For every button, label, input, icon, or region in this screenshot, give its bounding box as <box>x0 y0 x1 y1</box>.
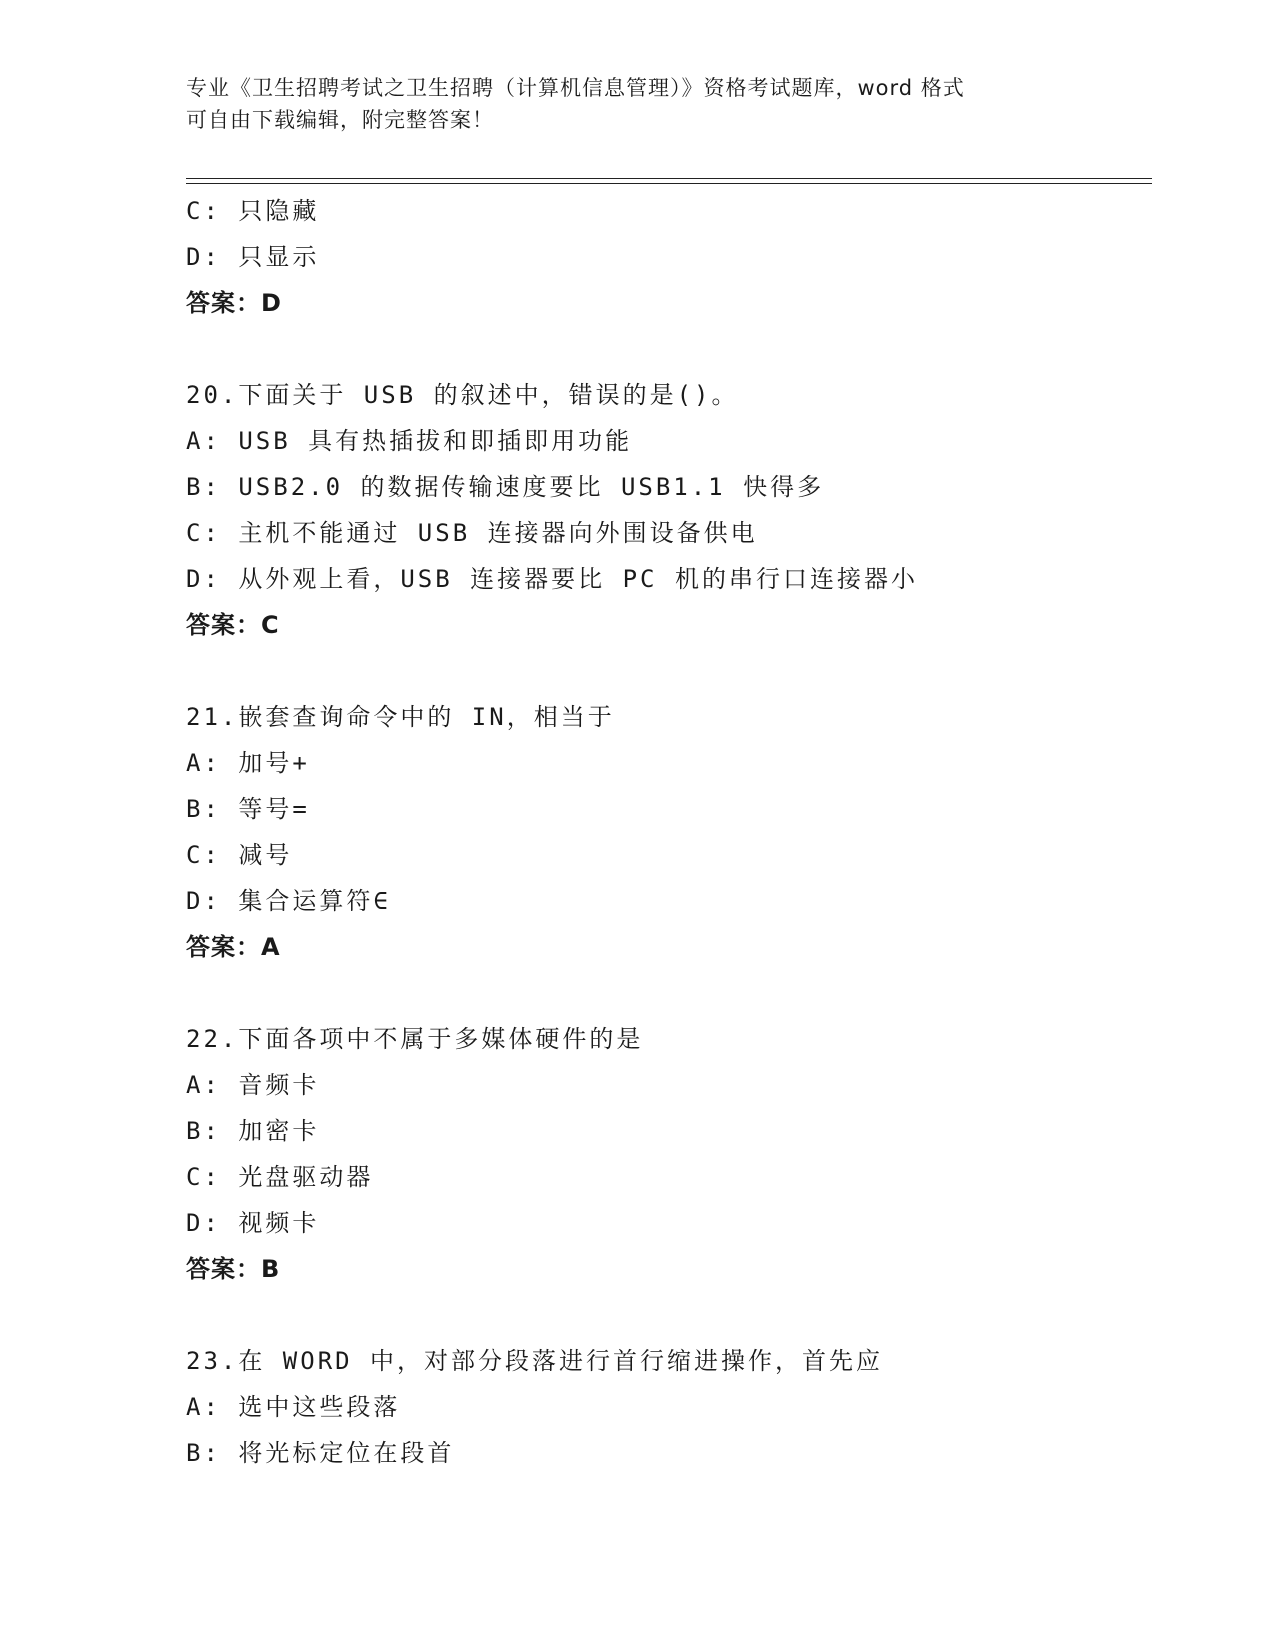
option-c: C: 主机不能通过 USB 连接器向外围设备供电 <box>186 519 758 547</box>
header-divider-bottom <box>186 183 1152 184</box>
option-b: B: USB2.0 的数据传输速度要比 USB1.1 快得多 <box>186 473 825 501</box>
answer: 答案：C <box>186 611 280 639</box>
option-c: C: 光盘驱动器 <box>186 1163 374 1191</box>
spacer <box>186 970 1152 1016</box>
question-list <box>186 188 1152 1476</box>
header-line-2: 可自由下载编辑，附完整答案！ <box>186 108 494 132</box>
option-d: D: 集合运算符∈ <box>186 887 391 915</box>
option-b: B: 等号= <box>186 795 310 823</box>
spacer <box>186 648 1152 694</box>
question-stem: 23.在 WORD 中，对部分段落进行首行缩进操作，首先应 <box>186 1347 884 1375</box>
option-a: A: 音频卡 <box>186 1071 320 1099</box>
answer: 答案：B <box>186 1255 281 1283</box>
document-header <box>186 72 1086 136</box>
question-stem: 20.下面关于 USB 的叙述中，错误的是()。 <box>186 381 739 409</box>
option-c: C: 只隐藏 <box>186 197 320 225</box>
option-c: C: 减号 <box>186 841 293 869</box>
header-divider-top <box>186 178 1152 179</box>
spacer <box>186 1292 1152 1338</box>
option-b: B: 将光标定位在段首 <box>186 1439 455 1467</box>
option-a: A: USB 具有热插拔和即插即用功能 <box>186 427 633 455</box>
option-a: A: 选中这些段落 <box>186 1393 401 1421</box>
question-stem: 21.嵌套查询命令中的 IN，相当于 <box>186 703 615 731</box>
option-b: B: 加密卡 <box>186 1117 320 1145</box>
option-a: A: 加号+ <box>186 749 310 777</box>
option-d: D: 只显示 <box>186 243 320 271</box>
answer: 答案：A <box>186 933 281 961</box>
answer: 答案：D <box>186 289 282 317</box>
option-d: D: 视频卡 <box>186 1209 320 1237</box>
header-line-1: 专业《卫生招聘考试之卫生招聘（计算机信息管理）》资格考试题库，word 格式 <box>186 76 965 100</box>
spacer <box>186 326 1152 372</box>
option-d: D: 从外观上看，USB 连接器要比 PC 机的串行口连接器小 <box>186 565 918 593</box>
question-stem: 22.下面各项中不属于多媒体硬件的是 <box>186 1025 644 1053</box>
